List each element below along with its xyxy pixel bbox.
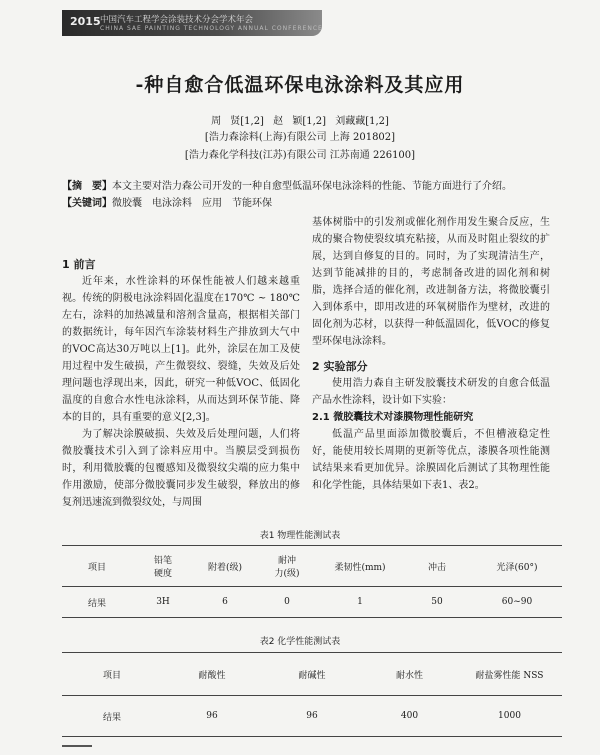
table-cell: 3H — [132, 587, 194, 618]
banner-subtitle: CHINA SAE PAINTING TECHNOLOGY ANNUAL CONFERENCE — [100, 25, 323, 32]
table-header-cell: 冲击 — [402, 546, 472, 587]
intro-paragraph-1: 近年来，水性涂料的环保性能被人们越来越重视。传统的阴极电泳涂料固化温度在170℃ ~ 180℃左右，涂料的加热减量和溶剂含量高，根据相关部门的数据统计，每年因汽车涂装材料生产排放到大气中的VOC高达30万吨以上[1]。此外，涂层在加工及使用过程中发生破损，产生微裂纹、裂缝，失效及后处理问题也浮现出来，因此，研究一种低VOC、低固化温度的自愈合水性电泳涂料，从而达到环保节能、降本的目的，具有重要的意义[2,3]。 — [62, 276, 300, 423]
intro-paragraph-2: 为了解决涂膜破损、失效及后处理问题，人们将微胶囊技术引入到了涂料应用中。当膜层受到损伤时，利用微胶囊的包覆感知及微裂纹尖端的应力集中作用激励，使部分微胶囊同步发生破裂，释放出的修复剂迅速流到微裂纹处，与周围 — [62, 429, 300, 508]
table-header-cell: 耐碱性 — [262, 653, 362, 696]
table-header-row — [62, 653, 562, 696]
conference-banner — [62, 10, 322, 36]
paper-title: -种自愈合低温环保电泳涂料及其应用 — [135, 74, 465, 96]
abstract-block — [62, 178, 562, 212]
right-paragraph-2: 使用浩力森自主研发胶囊技术研发的自愈合低温产品水性涂料，设计如下实验： — [312, 378, 550, 406]
table-cell: 1 — [318, 587, 402, 618]
affiliation-1: [浩力森涂料(上海)有限公司 上海 201802] — [204, 132, 396, 143]
section-2-title: 2 实验部分 — [312, 360, 368, 373]
table-header-row — [62, 546, 562, 587]
abstract-text: 本文主要对浩力森公司开发的一种自愈型低温环保电泳涂料的性能、节能方面进行了介绍。 — [112, 181, 512, 192]
table-cell: 6 — [194, 587, 256, 618]
abstract-line — [62, 178, 562, 195]
table-1-caption: 表1 物理性能测试表 — [259, 531, 341, 541]
affiliation-2: [浩力森化学科技(江苏)有限公司 江苏南通 226100] — [184, 150, 416, 161]
table-cell: 1000 — [457, 696, 562, 737]
table-header-cell: 项目 — [62, 546, 132, 587]
keywords-line — [62, 195, 562, 212]
table-header-cell: 光泽(60°) — [472, 546, 562, 587]
table-header-cell: 铅笔 硬度 — [132, 546, 194, 587]
authors: 周 贤[1,2] 赵 颖[1,2] 刘藏藏[1,2] — [211, 116, 389, 127]
table-header-cell: 附着(级) — [194, 546, 256, 587]
table-cell: 0 — [256, 587, 318, 618]
table-header-cell: 耐水性 — [362, 653, 457, 696]
table-header-cell: 耐酸性 — [162, 653, 262, 696]
table-cell: 60~90 — [472, 587, 562, 618]
table-cell: 96 — [162, 696, 262, 737]
table-row — [62, 696, 562, 737]
right-column — [312, 214, 550, 494]
banner-conference: 中国汽车工程学会涂装技术分会学术年会 — [100, 15, 254, 25]
table-header-cell: 柔韧性(mm) — [318, 546, 402, 587]
right-paragraph-3: 低温产品里面添加微胶囊后，不但槽液稳定性好，能使用较长周期的更新等优点，漆膜各项性能测试结果来看更加优异。涂膜固化后测试了其物理性能和化学性能，具体结果如下表1、表2。 — [312, 429, 550, 491]
section-1-title: 1 前言 — [62, 258, 96, 271]
left-column — [62, 256, 300, 511]
table-cell: 50 — [402, 587, 472, 618]
abstract-label: 【摘 要】 — [62, 181, 112, 192]
table-row — [62, 587, 562, 618]
banner-year: 2015 — [70, 15, 101, 28]
table-cell: 结果 — [62, 696, 162, 737]
keywords-label: 【关键词】 — [62, 198, 112, 209]
footer-rule — [62, 745, 92, 747]
chemical-properties-table — [62, 652, 562, 737]
table-2-caption: 表2 化学性能测试表 — [259, 637, 341, 647]
table-cell: 结果 — [62, 587, 132, 618]
physical-properties-table — [62, 545, 562, 618]
table-cell: 400 — [362, 696, 457, 737]
table-header-cell: 耐盐雾性能 NSS — [457, 653, 562, 696]
keywords-text: 微胶囊 电泳涂料 应用 节能环保 — [112, 198, 272, 209]
section-2-1-title: 2.1 微胶囊技术对漆膜物理性能研究 — [312, 412, 474, 423]
table-header-cell: 耐冲 力(级) — [256, 546, 318, 587]
right-paragraph-1: 基体树脂中的引发剂或催化剂作用发生聚合反应，生成的聚合物使裂纹填充粘接，从而及时阻止裂纹的扩展，达到自修复的目的。同时，为了实现清洁生产，达到节能减排的目的，考虑制备改进的固化剂和树脂，选择合适的催化剂，改进制备方法，将微胶囊引入到体系中，即用改进的环氧树脂作为壁材，改进的固化剂为芯材，以获得一种低温固化，低VOC的修复型环保电泳涂料。 — [312, 217, 550, 347]
table-header-cell: 项目 — [62, 653, 162, 696]
table-cell: 96 — [262, 696, 362, 737]
